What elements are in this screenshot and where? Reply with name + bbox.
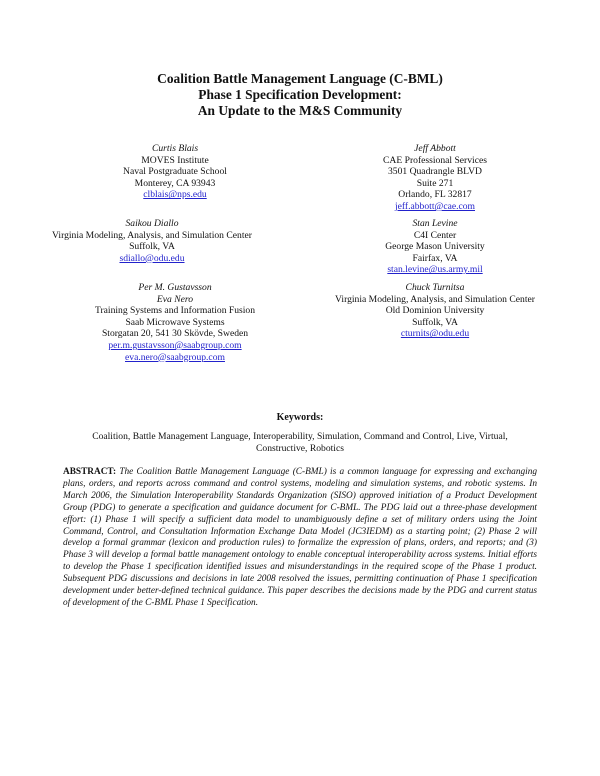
- author-email-link[interactable]: stan.levine@us.army.mil: [387, 264, 483, 276]
- author-block: [300, 143, 570, 213]
- author-name: Saikou Diallo: [125, 218, 179, 229]
- author-affiliation: MOVES Institute: [141, 154, 209, 166]
- author-affiliation: Old Dominion University: [385, 305, 485, 317]
- author-name: Jeff Abbott: [414, 143, 456, 154]
- abstract: [63, 467, 537, 610]
- author-affiliation: Naval Postgraduate School: [123, 166, 227, 178]
- author-affiliation: CAE Professional Services: [383, 154, 487, 166]
- author-affiliation: Suffolk, VA: [129, 241, 175, 253]
- title-line-3: An Update to the M&S Community: [197, 103, 403, 118]
- keywords-text: Coalition, Battle Management Language, Interoperability, Simulation, Command and Control, Live, Virtual, Constructive, Robotics: [92, 431, 508, 454]
- author-block: [300, 282, 570, 340]
- author-affiliation: George Mason University: [385, 241, 485, 253]
- author-affiliation: Virginia Modeling, Analysis, and Simulation Center: [52, 229, 252, 241]
- author-email-link[interactable]: cturnits@odu.edu: [400, 328, 470, 340]
- author-email-link[interactable]: eva.nero@saabgroup.com: [125, 351, 225, 363]
- author-name: Chuck Turnitsa: [405, 282, 465, 293]
- author-affiliation: Virginia Modeling, Analysis, and Simulation Center: [335, 293, 535, 305]
- author-email-link[interactable]: sdiallo@odu.edu: [119, 252, 185, 264]
- paper-title: [0, 71, 600, 119]
- author-name: Curtis Blais: [151, 143, 199, 154]
- author-affiliation: Fairfax, VA: [412, 252, 458, 264]
- keywords-heading: Keywords:: [276, 412, 324, 423]
- author-block: [300, 218, 570, 276]
- author-block: [50, 282, 300, 363]
- author-email-link[interactable]: per.m.gustavsson@saabgroup.com: [108, 339, 242, 351]
- author-affiliation: Monterey, CA 93943: [134, 177, 216, 189]
- title-line-2: Phase 1 Specification Development:: [198, 87, 402, 102]
- abstract-text: The Coalition Battle Management Language (C-BML) is a common language for expressing and exchanging plans, orders, and reports across command and control systems, modeling and simulation systems, and robotic systems. In March 2006, the Simulation Interoperability Standards Organization (SISO) approved initiation of a Product Development Group (PDG) to generate a specification and guidance document for C-BML. The PDG laid out a three-phase development effort: (1) Phase 1 will specify a sufficient data model to unambiguously define a set of military orders using the Joint Command, Control, and Consultation Information Exchange Data Model (JC3IEDM) as a starting point; (2) Phase 2 will develop a formal grammar (lexicon and production rules) to formalize the expression of plans, orders, and reports; and (3) Phase 3 will develop a formal battle management ontology to enable conceptual interoperability across systems. Initial efforts to develop the Phase 1 specification identified issues and misunderstandings in the required scope of the Phase 1 product. Subsequent PDG discussions and decisions in late 2008 resolved the issues, permitting continuation of Phase 1 specification development under better-defined technical guidance. This paper describes the decisions made by the PDG and current status of development of the C-BML Phase 1 Specification.: [63, 467, 537, 608]
- title-line-1: Coalition Battle Management Language (C-BML): [157, 71, 443, 86]
- author-email-link[interactable]: clblais@nps.edu: [143, 189, 207, 201]
- author-name: Stan Levine: [412, 218, 458, 229]
- author-email-link[interactable]: jeff.abbott@cae.com: [394, 200, 476, 212]
- author-affiliation: C4I Center: [413, 229, 457, 241]
- abstract-label: ABSTRACT:: [63, 467, 117, 477]
- author-affiliation: Suite 271: [416, 177, 454, 189]
- author-name: Per M. Gustavsson: [138, 282, 212, 293]
- author-block: [50, 143, 300, 201]
- author-affiliation: 3501 Quadrangle BLVD: [388, 166, 482, 178]
- author-affiliation: Suffolk, VA: [412, 316, 458, 328]
- author-affiliation: Storgatan 20, 541 30 Skövde, Sweden: [101, 328, 249, 340]
- author-block: [0, 218, 304, 264]
- author-name: Eva Nero: [156, 293, 194, 305]
- author-affiliation: Orlando, FL 32817: [398, 189, 472, 201]
- author-affiliation: Training Systems and Information Fusion: [94, 305, 256, 317]
- author-affiliation: Saab Microwave Systems: [125, 316, 225, 328]
